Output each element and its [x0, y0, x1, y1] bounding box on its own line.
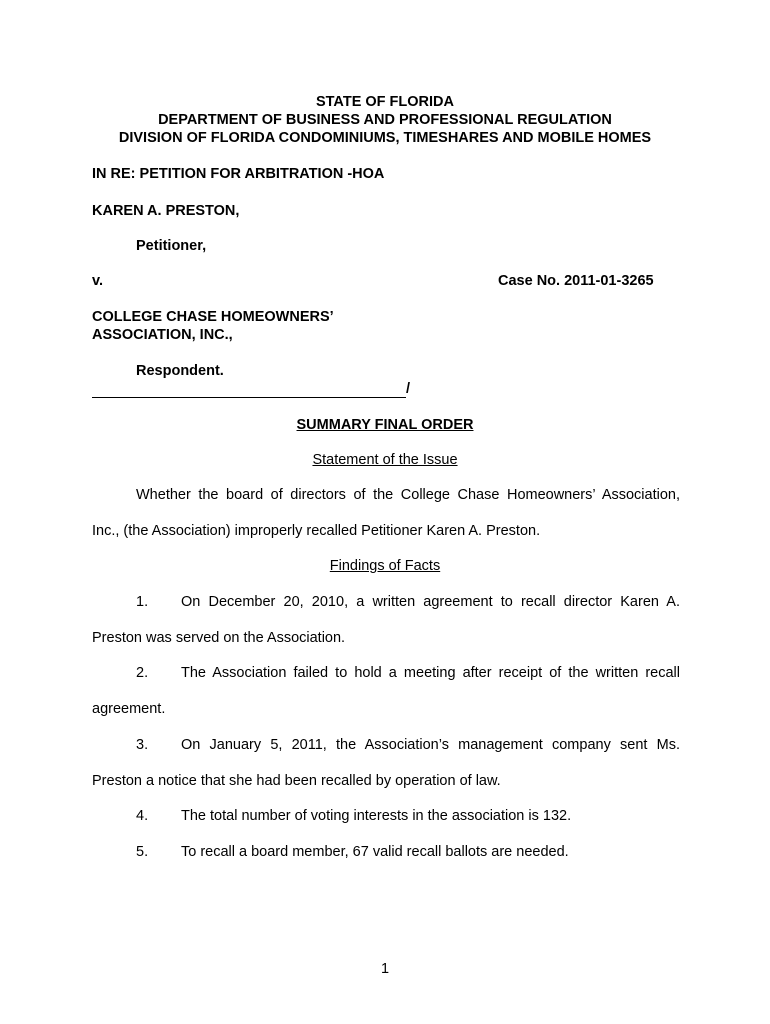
page-number: 1	[380, 961, 390, 977]
caption-slash: /	[406, 381, 411, 397]
issue-line2: Inc., (the Association) improperly recalled Petitioner Karen A. Preston.	[92, 523, 541, 539]
order-title: SUMMARY FINAL ORDER	[296, 417, 474, 433]
caption-versus: v.	[92, 273, 104, 289]
fact-text: On December 20, 2010, a written agreement to recall director Karen A.	[181, 594, 680, 610]
fact-number: 2.	[136, 665, 149, 681]
fact-text: The Association failed to hold a meeting after receipt of the written recall	[181, 665, 680, 681]
caption-respondent-line2: ASSOCIATION, INC.,	[92, 327, 233, 343]
caption-divider-line	[92, 397, 406, 398]
fact-text-continued: agreement.	[92, 701, 166, 717]
caption-in-re: IN RE: PETITION FOR ARBITRATION -HOA	[92, 166, 385, 182]
case-number: Case No. 2011-01-3265	[498, 273, 654, 289]
fact-text: To recall a board member, 67 valid recall ballots are needed.	[181, 844, 569, 860]
fact-number: 4.	[136, 808, 149, 824]
caption-petitioner-name: KAREN A. PRESTON,	[92, 203, 240, 219]
caption-petitioner-label: Petitioner,	[136, 238, 207, 254]
fact-number: 1.	[136, 594, 149, 610]
header-division: DIVISION OF FLORIDA CONDOMINIUMS, TIMESHARES AND MOBILE HOMES	[118, 130, 652, 146]
caption-respondent-label: Respondent.	[136, 363, 224, 379]
fact-number: 3.	[136, 737, 149, 753]
fact-text: On January 5, 2011, the Association’s management company sent Ms.	[181, 737, 680, 753]
fact-number: 5.	[136, 844, 149, 860]
caption-respondent-line1: COLLEGE CHASE HOMEOWNERS’	[92, 309, 334, 325]
issue-line1: Whether the board of directors of the College Chase Homeowners’ Association,	[136, 487, 680, 503]
facts-heading: Findings of Facts	[329, 558, 441, 574]
fact-text-continued: Preston a notice that she had been recalled by operation of law.	[92, 773, 501, 789]
header-department: DEPARTMENT OF BUSINESS AND PROFESSIONAL REGULATION	[158, 112, 612, 128]
issue-heading: Statement of the Issue	[312, 452, 458, 468]
fact-text: The total number of voting interests in the association is 132.	[181, 808, 572, 824]
fact-text-continued: Preston was served on the Association.	[92, 630, 346, 646]
header-state: STATE OF FLORIDA	[315, 94, 454, 110]
